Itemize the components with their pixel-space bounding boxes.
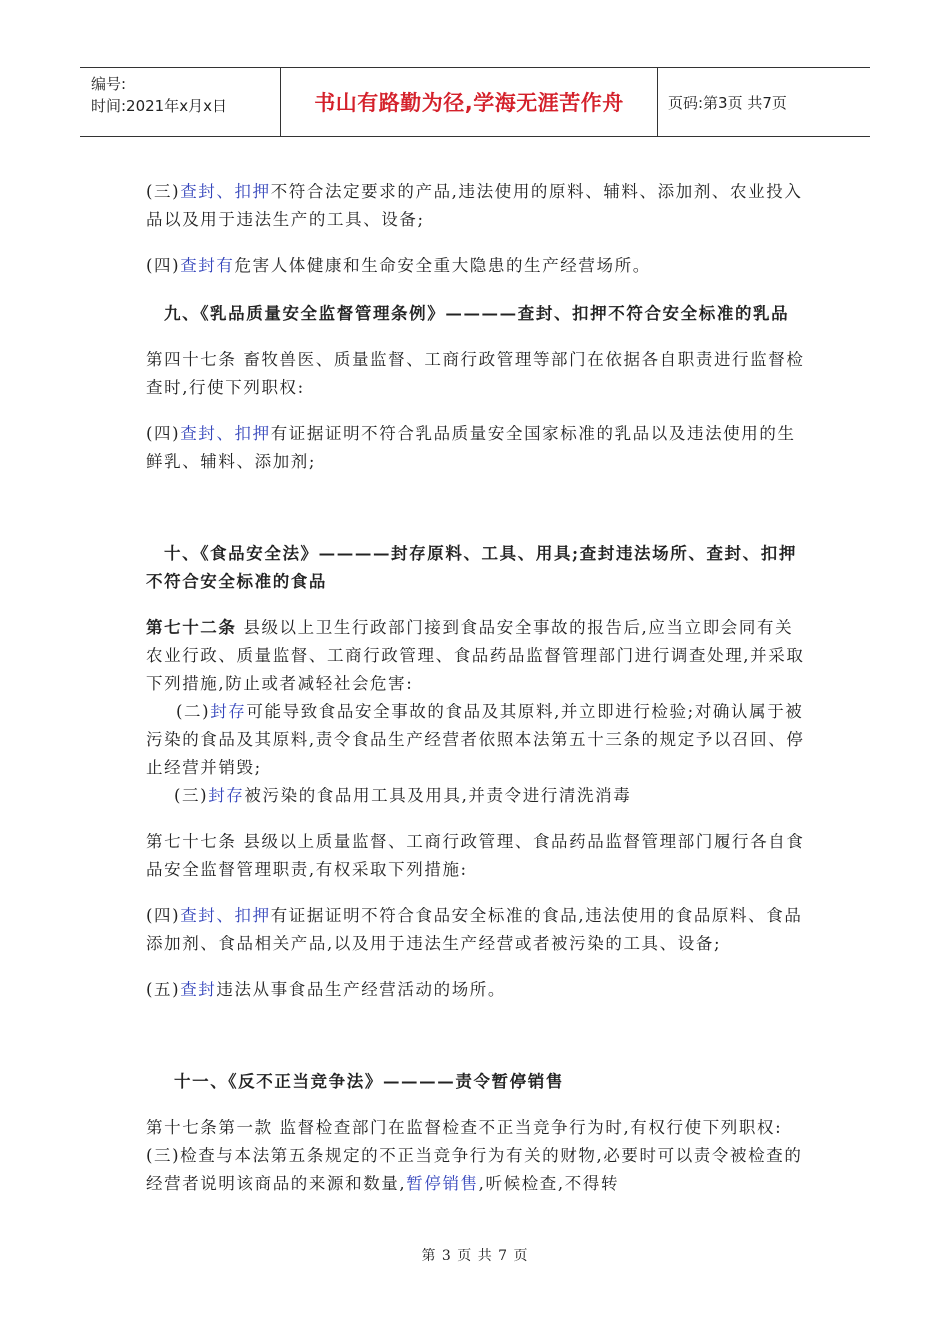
section-heading-11: 十一、《反不正当竞争法》————责令暂停销售 [174, 1072, 564, 1091]
paragraph: (二)封存可能导致食品安全事故的食品及其原料,并立即进行检验;对确认属于被污染的食品及其原料,责令食品生产经营者依照本法第五十三条的规定予以召回、停止经营并销毁; [146, 702, 805, 777]
paragraph: (四)查封、扣押有证据证明不符合食品安全标准的食品,违法使用的食品原料、食品添加剂、食品相关产品,以及用于违法生产经营或者被污染的工具、设备; [146, 906, 803, 953]
page-header [80, 67, 870, 137]
paragraph: (四)查封、扣押有证据证明不符合乳品质量安全国家标准的乳品以及违法使用的生鲜乳、辅料、添加剂; [146, 424, 796, 471]
header-meta [80, 68, 281, 136]
article-number: 第七十二条 [146, 618, 237, 637]
highlight-term: 封存 [210, 702, 247, 721]
paragraph: (三)封存被污染的食品用工具及用具,并责令进行清洗消毒 [174, 786, 632, 805]
highlight-term: 封存 [208, 786, 245, 805]
page-footer: 第 3 页 共 7 页 [421, 1248, 529, 1264]
highlight-term: 暂停销售 [406, 1174, 479, 1193]
header-motto: 书山有路勤为径,学海无涯苦作舟 [281, 68, 658, 136]
paragraph: 第四十七条 畜牧兽医、质量监督、工商行政管理等部门在依据各自职责进行监督检查时,行使下列职权: [146, 350, 805, 397]
highlight-term: 查封、扣押 [180, 424, 271, 443]
section-heading-10: 十、《食品安全法》————封存原料、工具、用具;查封违法场所、查封、扣押不符合安全标准的食品 [146, 544, 797, 591]
paragraph: (三)查封、扣押不符合法定要求的产品,违法使用的原料、辅料、添加剂、农业投入品以及用于违法生产的工具、设备; [146, 182, 803, 229]
paragraph: (五)查封违法从事食品生产经营活动的场所。 [146, 980, 506, 999]
paragraph: 第十七条第一款 监督检查部门在监督检查不正当竞争行为时,有权行使下列职权:(三)检查与本法第五条规定的不正当竞争行为有关的财物,必要时可以责令被检查的经营者说明该商品的来源和数量,暂停销售,听候检查,不得转 [146, 1118, 803, 1193]
highlight-term: 查封、扣押 [180, 182, 271, 201]
highlight-term: 查封 [180, 980, 217, 999]
paragraph: 第七十二条 县级以上卫生行政部门接到食品安全事故的报告后,应当立即会同有关农业行政、质量监督、工商行政管理、食品药品监督管理部门进行调查处理,并采取下列措施,防止或者减轻社会危害: [146, 618, 805, 693]
highlight-term: 查封、扣押 [180, 906, 271, 925]
section-heading-9: 九、《乳品质量安全监督管理条例》————查封、扣押不符合安全标准的乳品 [164, 304, 790, 323]
code-label: 编号: [91, 75, 127, 93]
paragraph: (四)查封有危害人体健康和生命安全重大隐患的生产经营场所。 [146, 256, 651, 275]
document-body [146, 178, 806, 1198]
highlight-term: 查封有 [180, 256, 235, 275]
header-page-info: 页码:第3页 共7页 [668, 93, 787, 112]
time-label: 时间:2021年x月x日 [91, 97, 227, 115]
paragraph: 第七十七条 县级以上质量监督、工商行政管理、食品药品监督管理部门履行各自食品安全监督管理职责,有权采取下列措施: [146, 832, 805, 879]
